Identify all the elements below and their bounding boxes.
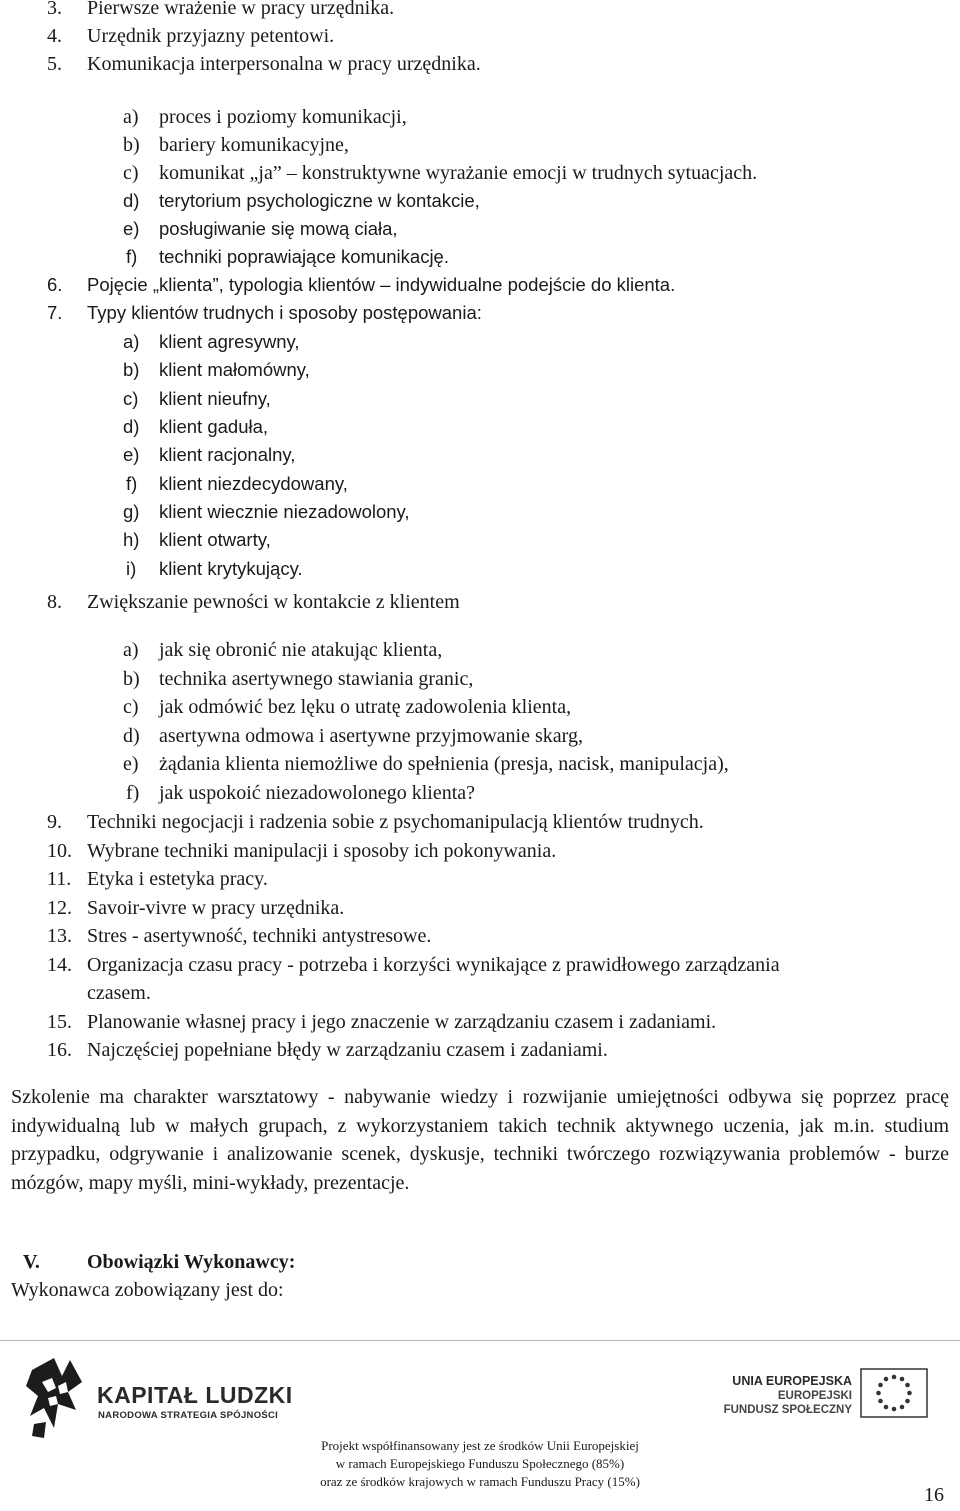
list-number: 3. — [47, 0, 62, 19]
sublist-letter: e) — [123, 218, 140, 239]
sublist-text: klient racjonalny, — [159, 444, 296, 465]
sublist-text: klient niezdecydowany, — [159, 473, 348, 494]
description-paragraph: Szkolenie ma charakter warsztatowy - nabywanie wiedzy i rozwijanie umiejętności odbywa się poprzez pracę indywidualną lub w małych grupach, z wykorzystaniem takich technik aktywnego uczenia, jak m.in. studium przypadku, odgrywanie i analizowanie scenek, dyskusje, techniki twórczego rozwiązywania problemów - burze mózgów, mapy myśli, mini-wykłady, prezentacje. — [11, 1086, 949, 1194]
sublist-letter: f) — [126, 473, 138, 494]
sublist-letter: i) — [126, 558, 137, 579]
sublist-letter: c) — [123, 696, 139, 718]
list-text: Techniki negocjacji i radzenia sobie z psychomanipulacją klientów trudnych. — [87, 811, 704, 833]
sublist-text: żądania klienta niemożliwe do spełnienia (presja, nacisk, manipulacja), — [159, 753, 729, 775]
eu-fund-label — [724, 1373, 852, 1417]
sublist-text: bariery komunikacyjne, — [159, 134, 349, 156]
list-number: 13. — [47, 925, 72, 947]
list-number: 8. — [47, 591, 62, 613]
sublist-letter: b) — [123, 134, 140, 156]
list-text: Zwiększanie pewności w kontakcie z klientem — [87, 591, 460, 613]
list-text: Stres - asertywność, techniki antystresowe. — [87, 925, 432, 947]
list-text: Pojęcie „klienta”, typologia klientów – indywidualne podejście do klienta. — [87, 274, 676, 295]
sublist-text: terytorium psychologiczne w kontakcie, — [159, 190, 480, 211]
sublist-letter: d) — [123, 416, 140, 437]
sublist-letter: f) — [126, 246, 138, 267]
cofinancing-line3: oraz ze środków krajowych w ramach Funduszu Pracy (15%) — [320, 1474, 640, 1489]
sublist-text: klient agresywny, — [159, 331, 300, 352]
sublist-letter: e) — [123, 753, 139, 775]
section-title: Obowiązki Wykonawcy: — [87, 1251, 296, 1273]
footer-divider — [0, 1340, 960, 1341]
sublist-text: techniki poprawiające komunikację. — [159, 246, 449, 267]
sublist-letter: d) — [123, 190, 140, 211]
list-text: Komunikacja interpersonalna w pracy urzędnika. — [87, 53, 481, 75]
list-number: 9. — [47, 811, 62, 833]
kapital-ludzki-subtitle: NARODOWA STRATEGIA SPÓJNOŚCI — [98, 1410, 279, 1421]
section-number: V. — [23, 1251, 40, 1273]
list-number: 15. — [47, 1011, 72, 1033]
sublist-text: technika asertywnego stawiania granic, — [159, 668, 474, 690]
cofinancing-line2: w ramach Europejskiego Funduszu Społecznego (85%) — [335, 1456, 625, 1471]
list-number: 12. — [47, 897, 72, 919]
page-number: 16 — [924, 1484, 944, 1506]
sublist-text: klient nieufny, — [159, 388, 271, 409]
eu-label-line1: UNIA EUROPEJSKA — [732, 1374, 852, 1388]
sublist-letter: a) — [123, 639, 139, 661]
sublist-letter: b) — [123, 359, 140, 380]
sublist-text: klient gaduła, — [159, 416, 269, 437]
eu-label-line3: FUNDUSZ SPOŁECZNY — [723, 1404, 852, 1416]
sublist-letter: g) — [123, 501, 140, 522]
sublist-letter: c) — [123, 388, 139, 409]
list-number: 6. — [47, 274, 63, 295]
kapital-ludzki-logo-icon — [24, 1352, 94, 1442]
sublist-text: klient małomówny, — [159, 359, 310, 380]
sublist-text: komunikat „ja” – konstruktywne wyrażanie emocji w trudnych sytuacjach. — [159, 162, 758, 184]
list-text: Planowanie własnej pracy i jego znaczenie w zarządzaniu czasem i zadaniami. — [87, 1011, 717, 1033]
list-number: 4. — [47, 25, 62, 47]
list-number: 14. — [47, 954, 72, 976]
kapital-ludzki-title: KAPITAŁ LUDZKI — [97, 1382, 293, 1408]
list-text: Savoir-vivre w pracy urzędnika. — [87, 897, 345, 919]
list-text: Typy klientów trudnych i sposoby postępowania: — [87, 302, 482, 323]
list-text: Pierwsze wrażenie w pracy urzędnika. — [87, 0, 395, 19]
cofinancing-note — [0, 1437, 960, 1491]
sublist-text: klient krytykujący. — [159, 558, 303, 579]
section-subtitle: Wykonawca zobowiązany jest do: — [11, 1279, 284, 1301]
eu-flag-icon — [860, 1368, 928, 1418]
list-text: Etyka i estetyka pracy. — [87, 868, 268, 890]
list-number: 10. — [47, 840, 72, 862]
eu-label-line2: EUROPEJSKI — [777, 1390, 852, 1402]
list-text: Urzędnik przyjazny petentowi. — [87, 25, 335, 47]
sublist-letter: h) — [123, 529, 140, 550]
list-number: 5. — [47, 53, 62, 75]
list-text: czasem. — [87, 982, 151, 1004]
sublist-letter: d) — [123, 725, 140, 747]
list-number: 7. — [47, 302, 63, 323]
list-text: Najczęściej popełniane błędy w zarządzaniu czasem i zadaniami. — [87, 1039, 608, 1061]
sublist-text: posługiwanie się mową ciała, — [159, 218, 398, 239]
sublist-text: jak uspokoić niezadowolonego klienta? — [159, 782, 476, 804]
sublist-text: klient otwarty, — [159, 529, 271, 550]
list-text: Organizacja czasu pracy - potrzeba i korzyści wynikające z prawidłowego zarządzania — [87, 954, 780, 976]
sublist-letter: a) — [123, 331, 140, 352]
sublist-text: klient wiecznie niezadowolony, — [159, 501, 410, 522]
sublist-letter: c) — [123, 162, 139, 184]
sublist-letter: f) — [126, 782, 140, 804]
list-number: 11. — [47, 868, 72, 890]
sublist-letter: a) — [123, 106, 139, 128]
cofinancing-line1: Projekt współfinansowany jest ze środków Unii Europejskiej — [321, 1438, 639, 1453]
sublist-letter: b) — [123, 668, 140, 690]
list-number: 16. — [47, 1039, 72, 1061]
sublist-letter: e) — [123, 444, 140, 465]
sublist-text: proces i poziomy komunikacji, — [159, 106, 407, 128]
sublist-text: jak odmówić bez lęku o utratę zadowolenia klienta, — [159, 696, 572, 718]
list-text: Wybrane techniki manipulacji i sposoby ich pokonywania. — [87, 840, 557, 862]
sublist-text: asertywna odmowa i asertywne przyjmowanie skarg, — [159, 725, 583, 747]
sublist-text: jak się obronić nie atakując klienta, — [159, 639, 443, 661]
